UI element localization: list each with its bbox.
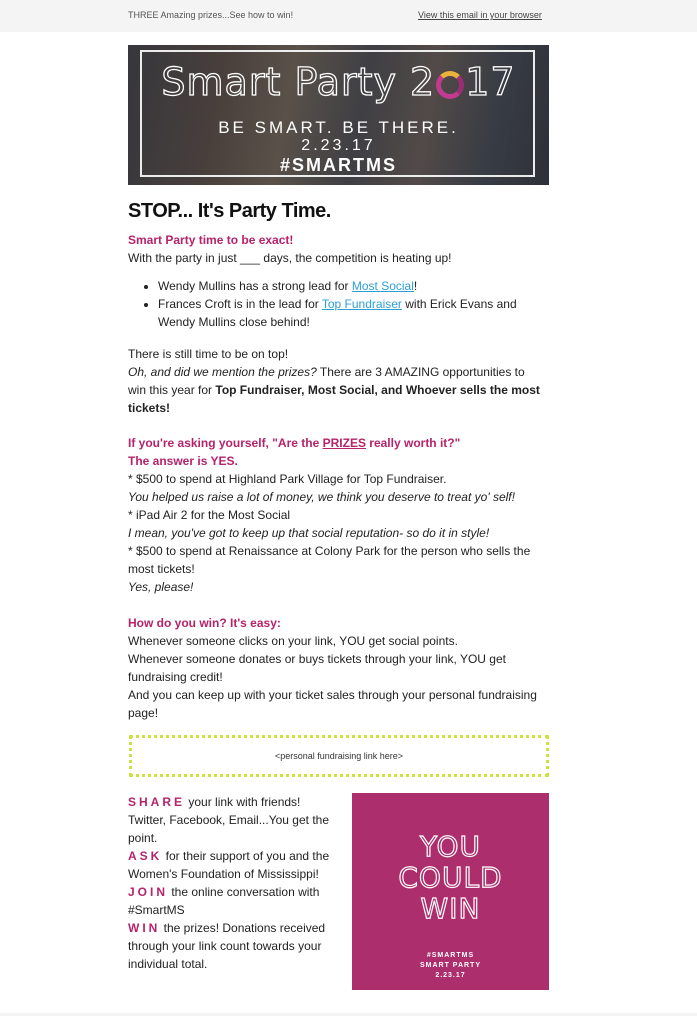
leader-text: !	[413, 279, 418, 293]
prize-note	[128, 524, 542, 542]
leader-text: Frances Croft is in the lead for	[158, 297, 322, 311]
prizes-categories: Top Fundraiser, Most Social, and Whoever sells the most tickets!	[128, 383, 540, 415]
prize-note	[128, 488, 542, 506]
fundraising-link-box[interactable]	[129, 735, 549, 777]
prize-item: * $500 to spend at Renaissance at Colony Park for the person who sells the most tickets!	[128, 544, 531, 576]
leader-item	[158, 277, 542, 295]
step-text: the prizes! Donations received through your link count towards your individual total.	[128, 921, 326, 971]
prizes-link[interactable]: PRIZES	[322, 436, 366, 450]
hero-banner	[128, 45, 549, 185]
hero-title-part-b: 17	[465, 60, 516, 104]
step-ask	[128, 847, 333, 883]
leader-item	[158, 295, 542, 331]
logo-ring-icon	[436, 71, 464, 99]
preheader-text: THREE Amazing prizes...See how to win!	[128, 10, 294, 20]
promo-line: WIN	[420, 892, 481, 925]
leaders-list	[128, 277, 542, 331]
prizes-mention	[128, 363, 542, 417]
promo-event: SMART PARTY	[419, 962, 482, 969]
view-in-browser-link[interactable]: View this email in your browser	[418, 10, 542, 20]
step-text: for their support of you and the Women's Foundation of Mississippi!	[128, 849, 330, 881]
prize-note-text: You helped us raise a lot of money, we think you deserve to treat yo' self!	[128, 490, 515, 504]
how-line: And you can keep up with your ticket sales through your personal fundraising page!	[128, 688, 537, 720]
step-win	[128, 919, 333, 973]
how-to-win-section	[128, 614, 542, 722]
step-word: WIN	[128, 921, 161, 935]
prizes-section	[128, 434, 542, 596]
step-share	[128, 793, 333, 847]
intro-text: With the party in just ___ days, the competition is heating up!	[128, 251, 452, 265]
prize-note	[128, 578, 542, 596]
intro-subheading: Smart Party time to be exact!	[128, 233, 294, 247]
leader-text: with Erick Evans and Wendy Mullins close behind!	[158, 297, 517, 329]
promo-date: 2.23.17	[435, 972, 466, 979]
leader-text: Wendy Mullins has a strong lead for	[158, 279, 352, 293]
prize-note-text: I mean, you've got to keep up that social reputation- so do it in style!	[128, 526, 490, 540]
step-word: SHARE	[128, 795, 186, 809]
step-join	[128, 883, 333, 919]
step-word: JOIN	[128, 885, 169, 899]
step-text: your link with friends! Twitter, Facebook, Email...You get the point.	[128, 795, 329, 845]
hero-hashtag: #SMARTMS	[279, 155, 397, 175]
prizes-mention-italic: Oh, and did we mention the prizes?	[128, 365, 317, 379]
intro-section	[128, 231, 542, 267]
prizes-question-text: really worth it?"	[365, 436, 461, 450]
hero-title	[128, 60, 549, 104]
still-time-section	[128, 345, 542, 417]
prizes-mention-text: There are 3 AMAZING opportunities to win this year for	[128, 365, 525, 397]
promo-line: YOU	[419, 830, 482, 863]
hero-tagline: BE SMART. BE THERE.	[218, 118, 459, 137]
preheader-bar	[0, 0, 697, 32]
promo-line: COULD	[398, 861, 503, 894]
hero-date: 2.23.17	[301, 137, 376, 154]
hero-title-part-a: Smart Party 2	[161, 60, 436, 104]
how-line: Whenever someone donates or buys tickets through your link, YOU get fundraising credit!	[128, 652, 506, 684]
page-heading: STOP... It's Party Time.	[128, 200, 331, 222]
top-fundraiser-link[interactable]: Top Fundraiser	[321, 297, 402, 311]
steps-section	[128, 793, 333, 973]
fundraising-link-placeholder[interactable]: <personal fundraising link here>	[274, 751, 404, 761]
step-word: ASK	[128, 849, 163, 863]
prize-item: * iPad Air 2 for the Most Social	[128, 508, 291, 522]
prizes-question-text: If you're asking yourself, "Are the	[128, 436, 323, 450]
prizes-answer: The answer is YES.	[128, 454, 238, 468]
promo-hashtag: #SMARTMS	[426, 952, 475, 959]
most-social-link[interactable]: Most Social	[351, 279, 414, 293]
prize-note-text: Yes, please!	[128, 580, 194, 594]
prize-item: * $500 to spend at Highland Park Village for Top Fundraiser.	[128, 472, 447, 486]
still-time-line: There is still time to be on top!	[128, 347, 289, 361]
step-text: the online conversation with #SmartMS	[128, 885, 320, 917]
promo-footer	[352, 951, 549, 981]
how-line: Whenever someone clicks on your link, YOU get social points.	[128, 634, 458, 648]
prizes-question	[128, 434, 542, 452]
promo-headline	[352, 831, 549, 924]
how-heading: How do you win? It's easy:	[128, 616, 281, 630]
you-could-win-image	[352, 793, 549, 990]
